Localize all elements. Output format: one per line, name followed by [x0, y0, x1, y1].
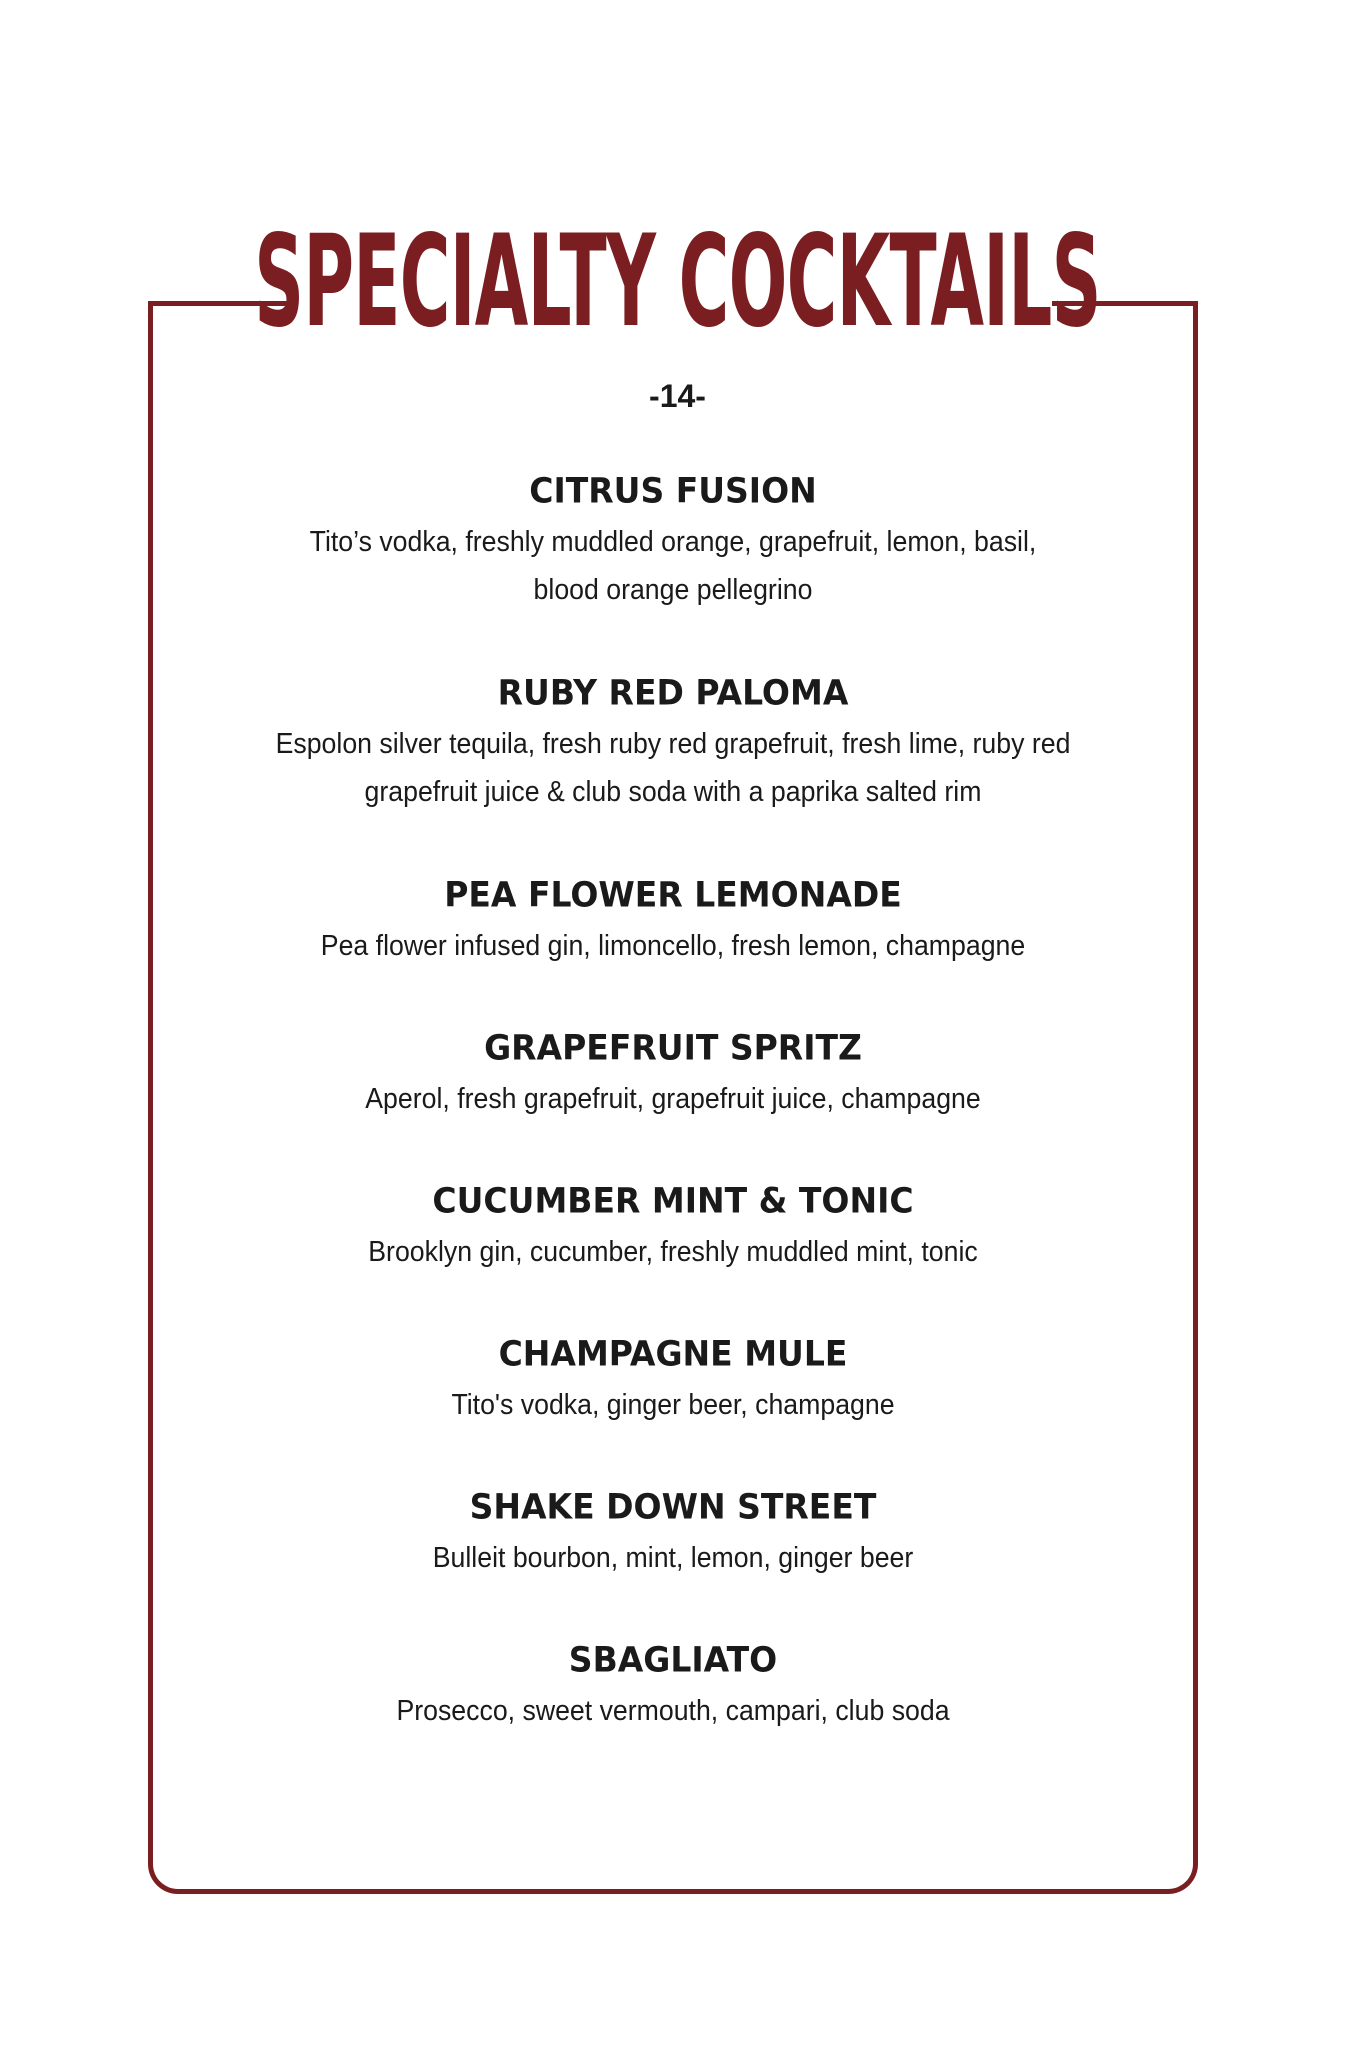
cocktail-item: [148, 1176, 1198, 1329]
cocktail-description: Prosecco, sweet vermouth, campari, club soda: [396, 1695, 950, 1727]
cocktail-description: Aperol, fresh grapefruit, grapefruit juice, champagne: [365, 1083, 981, 1115]
cocktail-item: [148, 870, 1198, 1023]
cocktail-description: Tito’s vodka, freshly muddled orange, grapefruit, lemon, basil, blood orange pellegrino: [309, 526, 1037, 606]
cocktail-item: [148, 1635, 1198, 1788]
cocktail-name: CITRUS FUSION: [529, 470, 817, 511]
cocktail-name: SBAGLIATO: [568, 1639, 778, 1680]
cocktail-name: SHAKE DOWN STREET: [469, 1486, 877, 1527]
cocktail-name: CHAMPAGNE MULE: [498, 1333, 848, 1374]
cocktail-name: CUCUMBER MINT & TONIC: [432, 1180, 914, 1221]
cocktail-description: Pea flower infused gin, limoncello, fresh lemon, champagne: [320, 930, 1026, 962]
cocktail-item: [148, 668, 1198, 870]
cocktail-description: Espolon silver tequila, fresh ruby red grapefruit, fresh lime, ruby red grapefruit juice & club soda with a paprika salted rim: [275, 728, 1071, 808]
cocktail-description: Brooklyn gin, cucumber, freshly muddled mint, tonic: [368, 1236, 978, 1268]
cocktail-item: [148, 1329, 1198, 1482]
cocktail-name: RUBY RED PALOMA: [497, 672, 849, 713]
cocktail-item: [148, 466, 1198, 668]
menu-price: -14-: [649, 378, 706, 414]
cocktail-item: [148, 1023, 1198, 1176]
cocktail-description: Bulleit bourbon, mint, lemon, ginger beer: [432, 1542, 914, 1574]
cocktail-list: [148, 466, 1198, 1788]
cocktail-description: Tito's vodka, ginger beer, champagne: [451, 1389, 895, 1421]
cocktail-item: [148, 1482, 1198, 1635]
cocktail-name: PEA FLOWER LEMONADE: [444, 874, 902, 915]
cocktail-name: GRAPEFRUIT SPRITZ: [484, 1027, 862, 1068]
menu-title: SPECIALTY COCKTAILS: [254, 207, 1101, 356]
